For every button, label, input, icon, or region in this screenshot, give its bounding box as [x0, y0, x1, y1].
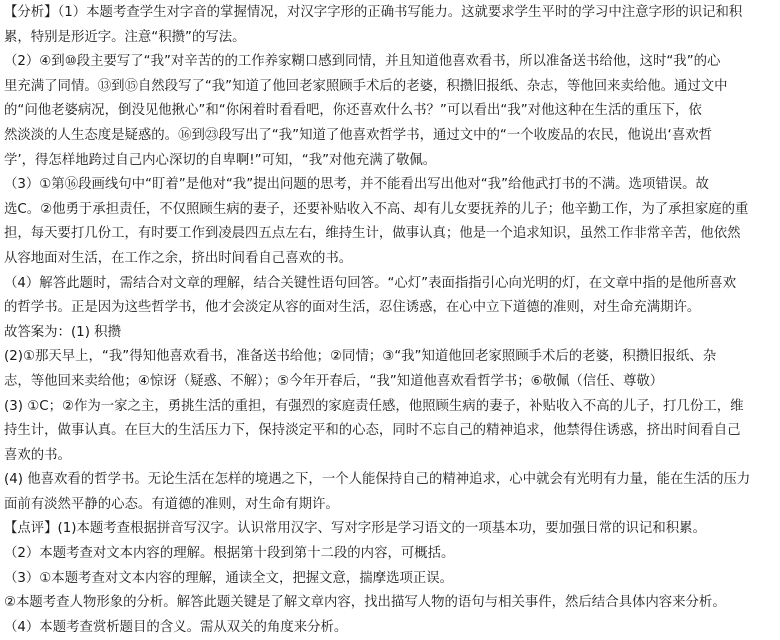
comment-line: 【点评】(1)本题考查根据拼音写汉字。认识常用汉字、写对字形是学习语文的一项基本功，要加强日常的识记和积累。 [4, 521, 706, 537]
analysis-line: 学’，得怎样地跨过自己内心深切的自卑啊!”可知，“我”对他充满了敬佩。 [4, 152, 437, 168]
analysis-line: 从容地面对生活，在工作之余，挤出时间看自己喜欢的书。 [4, 250, 353, 266]
analysis-line: （3）①第⑯段画线句中“盯着”是他对“我”提出问题的思考，并不能看出写出他对“我”给他武打书的不满。选项错误。故 [4, 177, 709, 193]
comment-line: （3）①本题考查对文本内容的理解，通读全文，把握文意，揣摩选项正误。 [4, 570, 454, 586]
analysis-section [4, 1, 778, 321]
analysis-line: 的哲学书。正是因为这些哲学书，他才会淡定从容的面对生活，忍住诱惑，在心中立下道德的准则，对生命充满期许。 [4, 300, 701, 316]
comment-line: （4）本题考查赏析题目的含义。需从双关的角度来分析。 [4, 619, 348, 635]
analysis-line: 然淡淡的人生态度是疑惑的。⑯到㉓段写出了“我”知道了他喜欢哲学书，通过文中的“一个收废品的农民，他说出‘喜欢哲 [4, 127, 712, 143]
analysis-line: 的“问他老婆病况，倒没见他揪心”和“你闲着时看看吧，你还喜欢什么书？”可以看出“我”对他这种在生活的重压下，依 [4, 103, 702, 119]
analysis-line: 累，特别是形近字。注意“积攒”的写法。 [4, 29, 246, 45]
analysis-line: 【分析】（1）本题考查学生对字音的掌握情况，对汉字字形的正确书写能力。这就要求学生平时的学习中注意字形的识记和积 [4, 5, 743, 20]
analysis-line: （2）④到⑩段主要写了“我”对辛苦的的工作养家糊口感到同情，并且知道他喜欢看书，所以准备送书给他，这时“我”的心 [4, 54, 721, 70]
answer-line: (2)①那天早上，“我”得知他喜欢看书，准备送书给他；②同情；③“我”知道他回老家照顾手术后的老婆，积攒旧报纸、杂 [4, 349, 717, 365]
answer-line: 面前有淡然平静的心态。有道德的准则，对生命有期许。 [4, 496, 339, 512]
answer-line: 喜欢的书。 [4, 447, 71, 463]
answer-line: 志，等他回来卖给他；④惊讶（疑惑、不解）；⑤今年开春后，“我”知道他喜欢看哲学书；⑥敬佩（信任、尊敬） [4, 373, 664, 389]
answer-line: 持生计，做事认真。在巨大的生活压力下，保持淡定平和的心态，同时不忘自己的精神追求，他禁得住诱惑，挤出时间看自己 [4, 423, 741, 439]
solution-document [4, 1, 778, 640]
answer-line: (3) ①C；②作为一家之主，勇挑生活的重担，有强烈的家庭责任感，他照顾生病的妻子，补贴收入不高的儿子，打几份工，维 [4, 398, 744, 414]
analysis-line: （4）解答此题时，需结合对文章的理解，结合关键性语句回答。“心灯”表面指指引心向光明的灯，在文章中指的是他所喜欢 [4, 275, 737, 291]
answer-section [4, 321, 778, 518]
answer-line: (4) 他喜欢看的哲学书。无论生活在怎样的境遇之下，一个人能保持自己的精神追求，心中就会有光明有力量，能在生活的压力 [4, 472, 751, 488]
comment-section [4, 517, 778, 640]
answer-line: 故答案为：(1) 积攒 [4, 324, 121, 340]
comment-line: ②本题考查人物形象的分析。解答此题关键是了解文章内容，找出描写人物的语句与相关事件，然后结合具体内容来分析。 [4, 595, 726, 611]
analysis-line: 选C。②他勇于承担责任，不仅照顾生病的妻子，还要补贴收入不高、却有儿女要抚养的儿子；他辛勤工作，为了承担家庭的重 [4, 201, 749, 217]
analysis-line: 里充满了同情。⑬到⑮自然段写了“我”知道了他回老家照顾手术后的老婆，积攒旧报纸、杂志，等他回来卖给他。通过文中 [4, 78, 728, 94]
analysis-line: 担，每天要打几份工，有时要工作到凌晨四五点左右，维持生计，做事认真；他是一个追求知识，虽然工作非常辛苦，他依然 [4, 226, 741, 242]
comment-line: （2）本题考查对文本内容的理解。根据第十段到第十二段的内容，可概括。 [4, 546, 455, 562]
